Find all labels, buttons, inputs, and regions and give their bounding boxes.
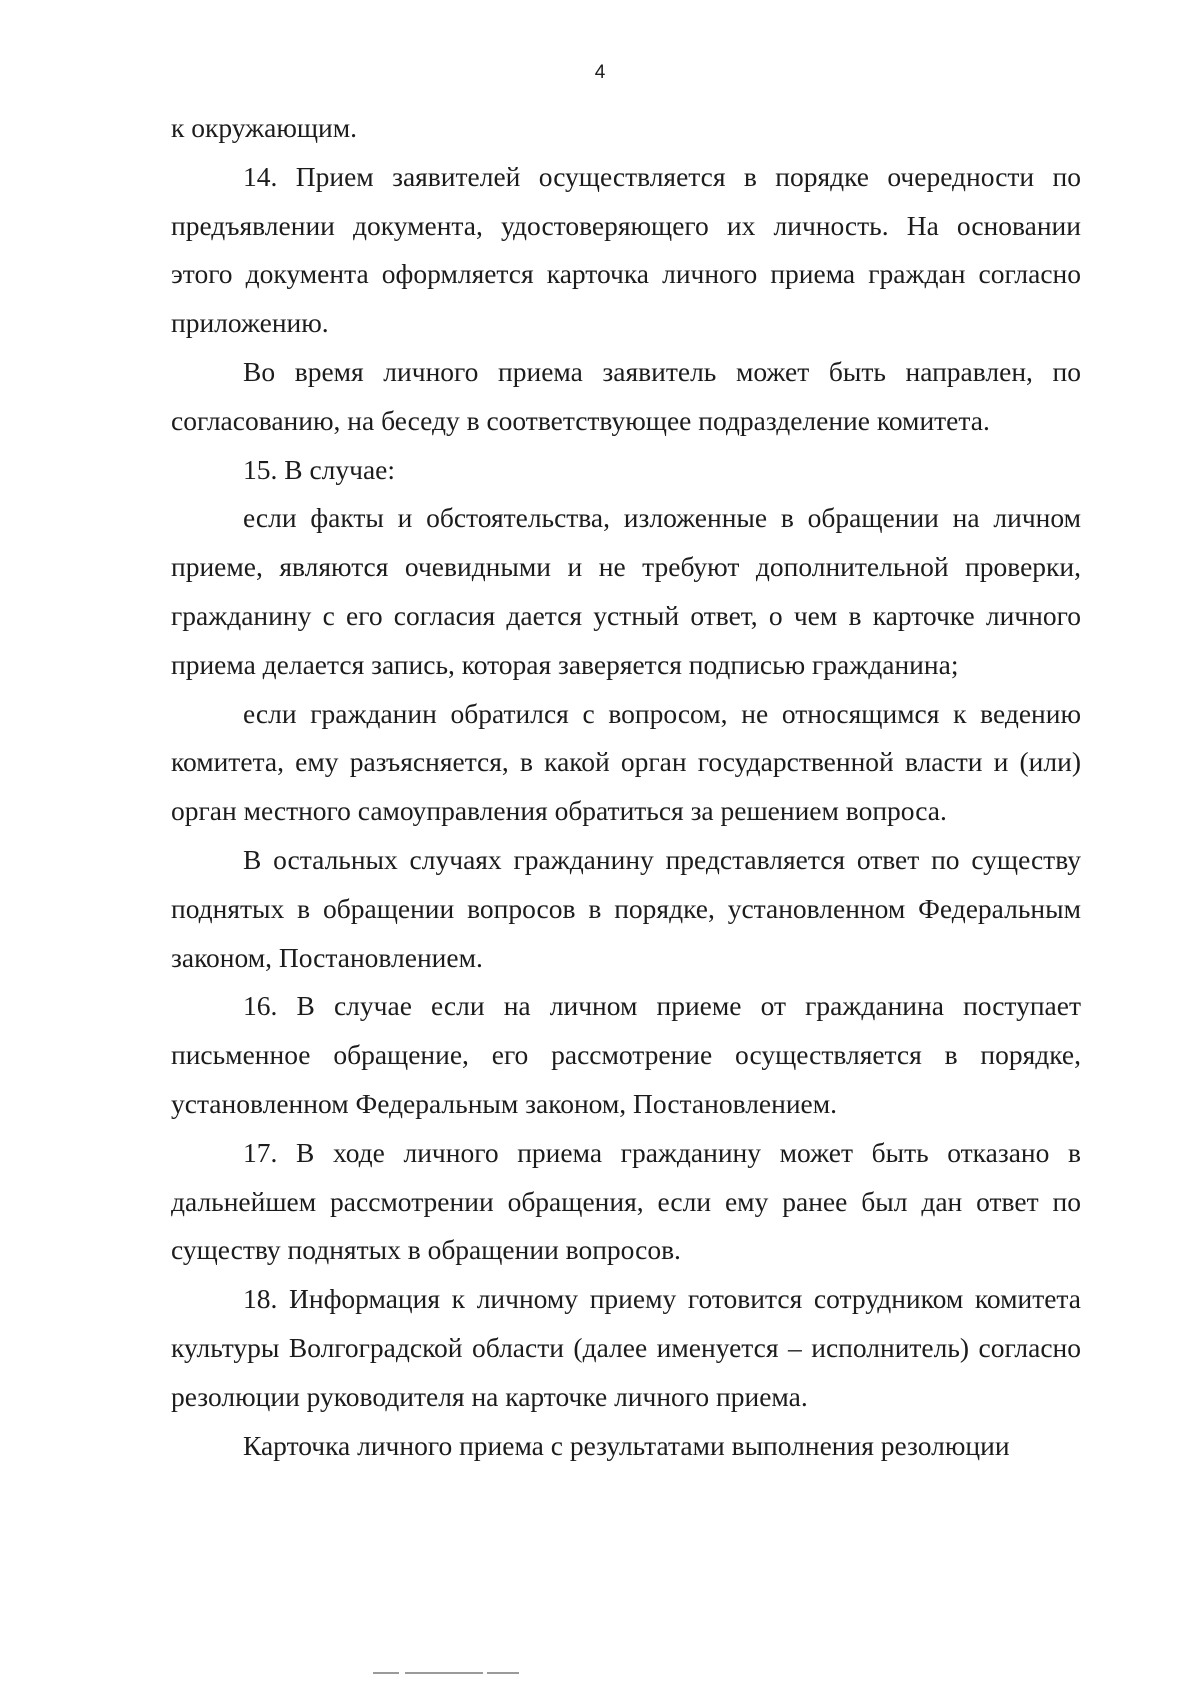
paragraph-item-15-case-2: если гражданин обратился с вопросом, не относящимся к ведению комитета, ему разъясняется, в какой орган государственной власти и (или) орган местного самоуправления обратиться за решением вопроса. — [171, 697, 1081, 827]
paragraph-item-15-case-1: если факты и обстоятельства, изложенные в обращении на личном приеме, являются очевидными и не требуют дополнительной проверки, гражданину с его согласия дается устный ответ, о чем в карточке личного приема делается запись, которая заверяется подписью гражданина; — [171, 502, 1081, 680]
paragraph-item-15-other: В остальных случаях гражданину представляется ответ по существу поднятых в обращении вопросов в порядке, установленном Федеральным законом, Постановлением. — [171, 843, 1081, 973]
page-number: 4 — [594, 62, 606, 83]
paragraph-item-14-note: Во время личного приема заявитель может быть направлен, по согласованию, на беседу в соответствующее подразделение комитета. — [171, 355, 1081, 436]
document-body — [171, 104, 1081, 1470]
footer-line-mark — [487, 1672, 519, 1674]
paragraph-item-14: 14. Прием заявителей осуществляется в порядке очередности по предъявлении документа, удостоверяющего их личность. На основании этого документа оформляется карточка личного приема граждан согласно приложению. — [171, 160, 1081, 339]
paragraph-continuation: к окружающим. — [171, 112, 358, 143]
paragraph-item-18-card: Карточка личного приема с результатами выполнения резолюции — [243, 1429, 1010, 1461]
paragraph-item-16: 16. В случае если на личном приеме от гражданина поступает письменное обращение, его рассмотрение осуществляется в порядке, установленном Федеральным законом, Постановлением. — [171, 990, 1081, 1119]
footer-line-mark — [373, 1672, 399, 1674]
paragraph-item-17: 17. В ходе личного приема гражданину может быть отказано в дальнейшем рассмотрении обращения, если ему ранее был дан ответ по существу поднятых в обращении вопросов. — [171, 1136, 1081, 1266]
paragraph-item-18: 18. Информация к личному приему готовится сотрудником комитета культуры Волгоградской области (далее именуется – исполнитель) согласно резолюции руководителя на карточке личного приема. — [171, 1283, 1081, 1412]
footer-line-mark — [405, 1672, 483, 1674]
paragraph-item-15: 15. В случае: — [243, 453, 396, 485]
